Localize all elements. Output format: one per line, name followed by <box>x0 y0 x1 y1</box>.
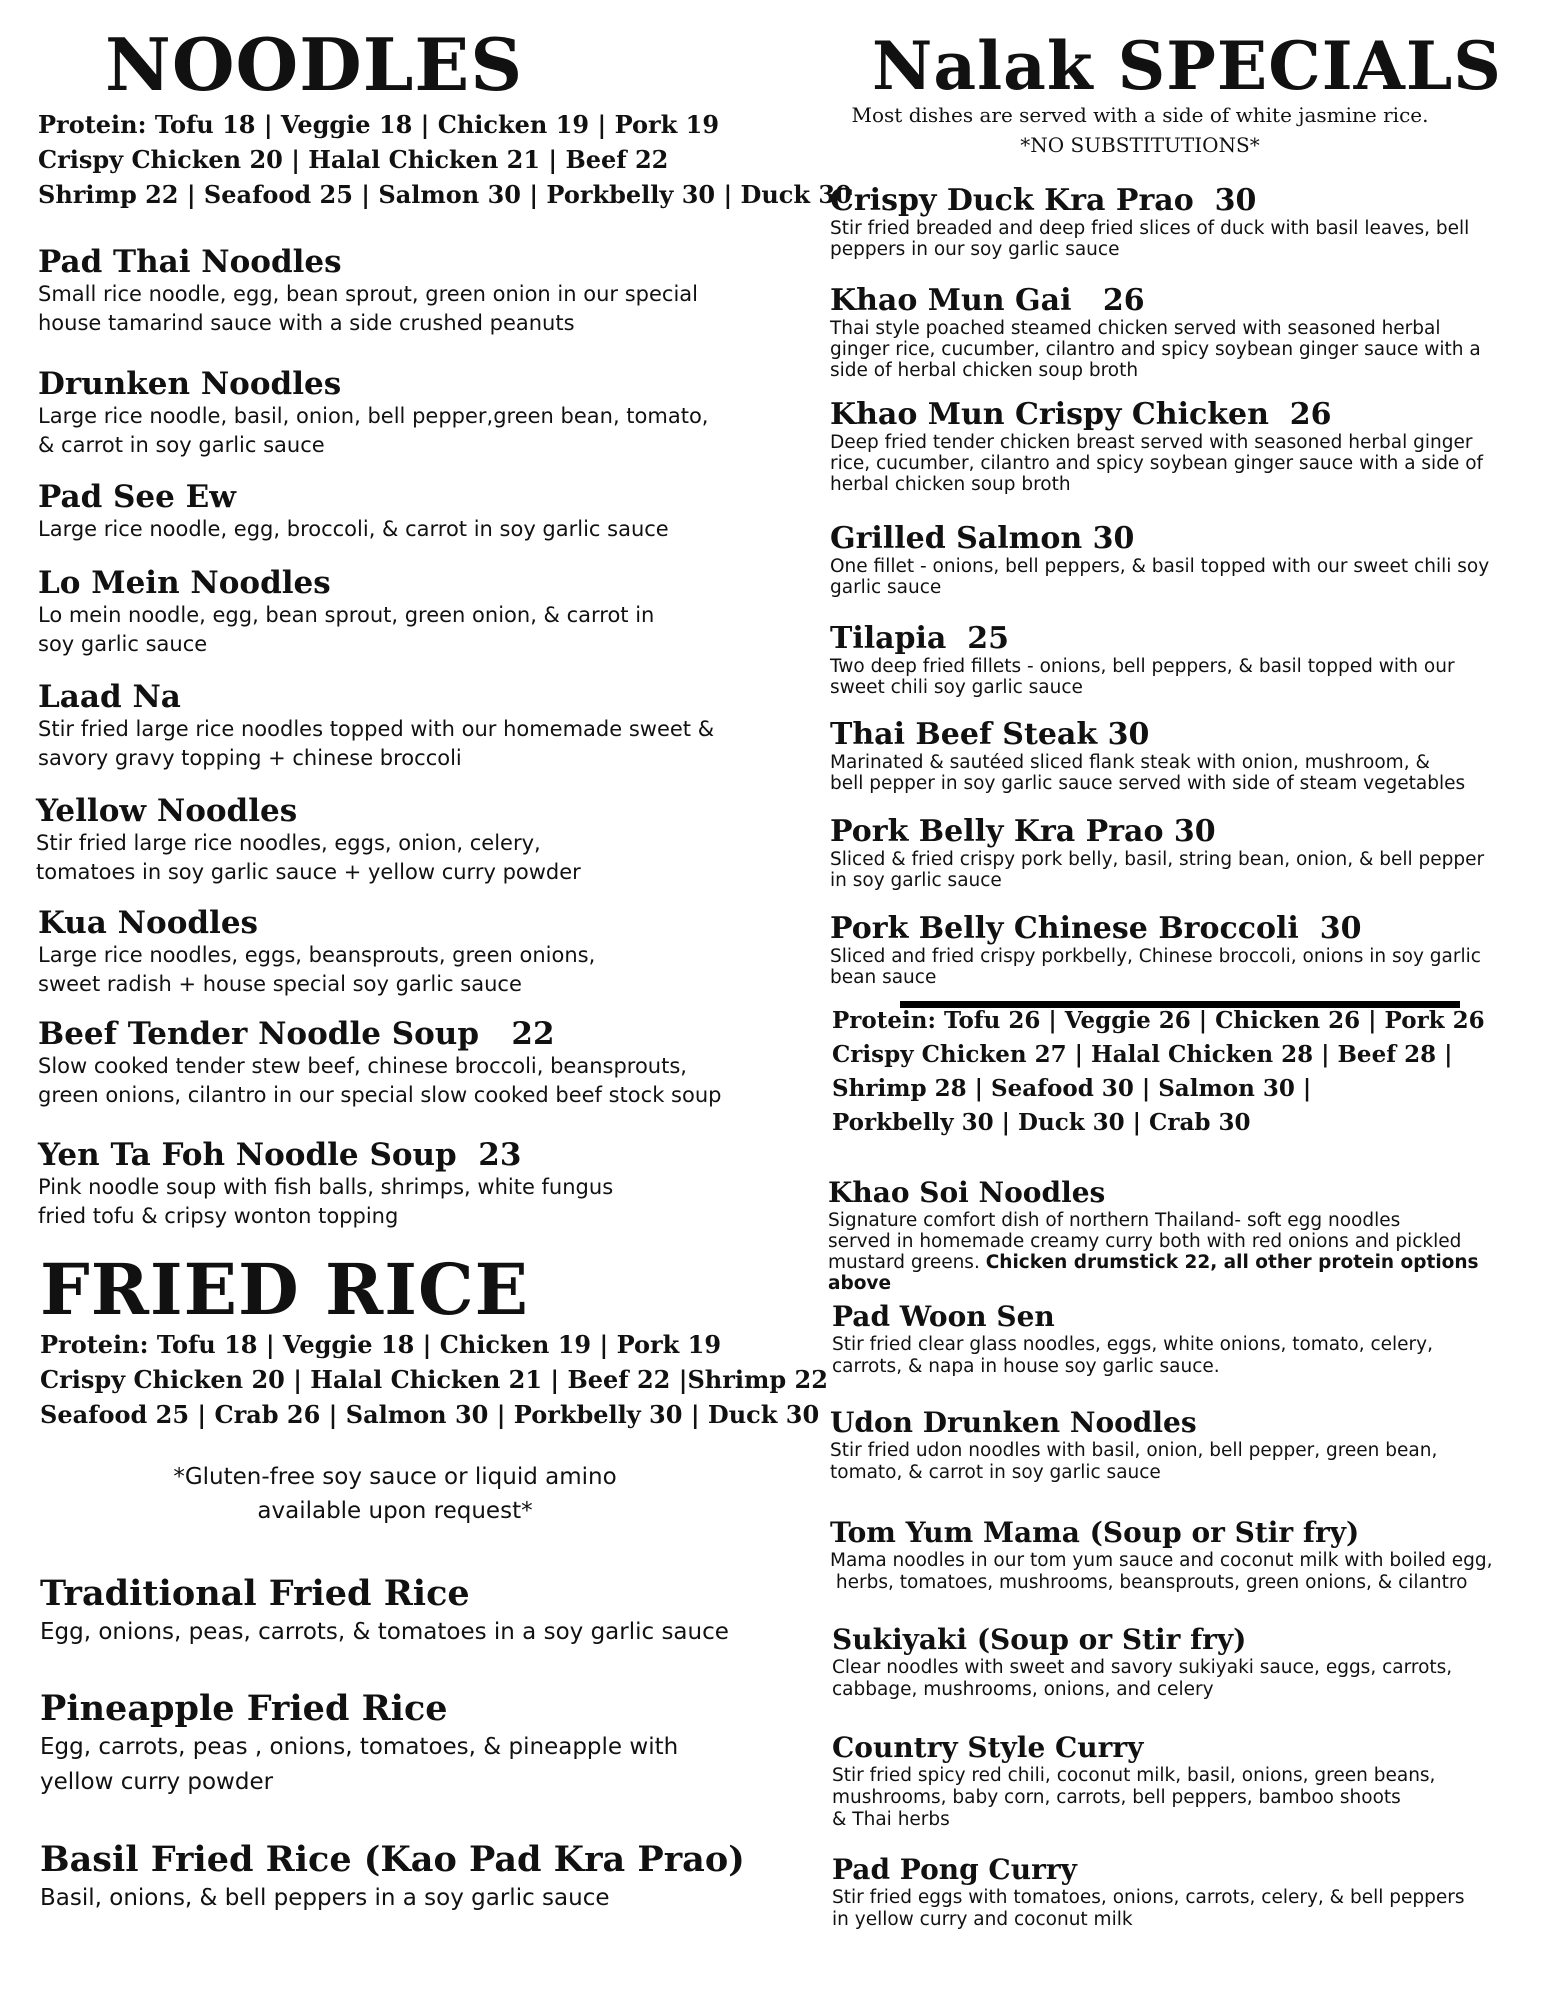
item-description: Clear noodles with sweet and savory sukiyaki sauce, eggs, carrots, cabbage, mushrooms, onions, and celery <box>832 1657 1453 1700</box>
note-line: available upon request* <box>257 1498 533 1524</box>
item-name: Pad See Ew <box>38 479 236 515</box>
menu-item-lo-mein <box>38 565 654 659</box>
protein-line: Crispy Chicken 20 | Halal Chicken 21 | Beef 22 <box>38 145 669 174</box>
item-description: Egg, onions, peas, carrots, & tomatoes in a soy garlic sauce <box>40 1619 729 1645</box>
item-description: Stir fried eggs with tomatoes, onions, carrots, celery, & bell peppers in yellow curry and coconut milk <box>832 1887 1465 1930</box>
item-name: Khao Mun Crispy Chicken 26 <box>830 397 1332 432</box>
item-description: One fillet - onions, bell peppers, & basil topped with our sweet chili soy garlic sauce <box>830 556 1490 598</box>
special-pork-belly-chinese-broccoli <box>830 912 1481 988</box>
special-country-style-curry <box>832 1731 1435 1831</box>
item-description: Large rice noodle, egg, broccoli, & carrot in soy garlic sauce <box>38 517 669 541</box>
item-description: Stir fried large rice noodles, eggs, onion, celery, tomatoes in soy garlic sauce + yellow curry powder <box>36 831 581 884</box>
special-pad-pong-curry <box>832 1853 1465 1931</box>
menu-item-laad-na <box>38 679 714 773</box>
item-description: Egg, carrots, peas , onions, tomatoes, & pineapple with yellow curry powder <box>40 1734 679 1795</box>
item-description: Stir fried large rice noodles topped with our homemade sweet & savory gravy topping + chinese broccoli <box>38 717 715 770</box>
special-pork-belly-kra-prao <box>830 815 1484 891</box>
gluten-free-note <box>40 1460 750 1528</box>
menu-item-pad-thai <box>38 244 698 338</box>
item-name: Pork Belly Kra Prao 30 <box>830 814 1216 849</box>
special-crispy-duck <box>830 184 1469 260</box>
specials-title: Nalak SPECIALS <box>872 27 1502 105</box>
item-description: Stir fried breaded and deep fried slices of duck with basil leaves, bell peppers in our soy garlic sauce <box>830 218 1470 260</box>
item-name: Khao Soi Noodles <box>828 1176 1106 1209</box>
noodles-protein-prices <box>38 107 852 212</box>
item-name: Khao Mun Gai 26 <box>830 283 1145 318</box>
menu-item-drunken-noodles <box>38 366 708 460</box>
item-description: Stir fried udon noodles with basil, onion, bell pepper, green bean, tomato, & carrot in soy garlic sauce <box>830 1440 1438 1483</box>
item-description: Marinated & sautéed sliced flank steak with onion, mushroom, & bell pepper in soy garlic sauce served with side of steam vegetables <box>830 752 1466 794</box>
item-description: Two deep fried fillets - onions, bell peppers, & basil topped with our sweet chili soy garlic sauce <box>830 656 1455 698</box>
protein-line: Shrimp 28 | Seafood 30 | Salmon 30 | <box>832 1075 1312 1102</box>
item-name: Udon Drunken Noodles <box>830 1406 1197 1439</box>
protein-line: Crispy Chicken 27 | Halal Chicken 28 | Beef 28 | <box>832 1041 1453 1068</box>
protein-line: Protein: Tofu 18 | Veggie 18 | Chicken 19 | Pork 19 <box>40 1330 722 1359</box>
item-description: Sliced and fried crispy porkbelly, Chinese broccoli, onions in soy garlic bean sauce <box>830 946 1481 988</box>
item-description: Sliced & fried crispy pork belly, basil, string bean, onion, & bell pepper in soy garlic sauce <box>830 849 1485 891</box>
item-name: Beef Tender Noodle Soup 22 <box>38 1016 555 1052</box>
menu-item-traditional-fried-rice <box>40 1573 729 1649</box>
item-description: Mama noodles in our tom yum sauce and coconut milk with boiled egg, herbs, tomatoes, mushrooms, beansprouts, green onions, & cilantro <box>830 1550 1493 1593</box>
item-name: Yellow Noodles <box>36 793 298 829</box>
protein-line: Protein: Tofu 18 | Veggie 18 | Chicken 19 | Pork 19 <box>38 110 720 139</box>
special-khao-mun-crispy-chicken <box>830 398 1483 495</box>
item-description: Thai style poached steamed chicken served with seasoned herbal ginger rice, cucumber, cilantro and spicy soybean ginger sauce with a side of herbal chicken soup broth <box>830 318 1481 381</box>
item-name: Pad Pong Curry <box>832 1853 1077 1886</box>
item-description: Stir fried spicy red chili, coconut milk, basil, onions, green beans, mushrooms, baby corn, carrots, bell peppers, bamboo shoots & Thai herbs <box>832 1765 1436 1830</box>
special-sukiyaki <box>832 1623 1452 1701</box>
item-name: Yen Ta Foh Noodle Soup 23 <box>38 1137 522 1173</box>
specials-subtitle <box>840 100 1440 160</box>
item-description: Large rice noodle, basil, onion, bell pepper,green bean, tomato, & carrot in soy garlic sauce <box>38 404 709 457</box>
subtitle-line: *NO SUBSTITUTIONS* <box>1020 133 1260 157</box>
fried-rice-title: FRIED RICE <box>40 1248 530 1331</box>
item-name: Lo Mein Noodles <box>38 565 331 601</box>
menu-item-basil-fried-rice <box>40 1839 745 1915</box>
item-description: Pink noodle soup with fish balls, shrimps, white fungus fried tofu & cripsy wonton topping <box>38 1175 614 1228</box>
protein-line: Protein: Tofu 26 | Veggie 26 | Chicken 26 | Pork 26 <box>832 1007 1485 1034</box>
special-khao-mun-gai <box>830 284 1481 381</box>
item-name: Pad Thai Noodles <box>38 244 342 280</box>
protein-line: Seafood 25 | Crab 26 | Salmon 30 | Porkbelly 30 | Duck 30 <box>40 1400 820 1429</box>
menu-item-kua-noodles <box>38 905 595 999</box>
item-name: Thai Beef Steak 30 <box>830 717 1150 752</box>
item-name: Laad Na <box>38 679 181 715</box>
item-name: Pineapple Fried Rice <box>40 1688 448 1729</box>
noodles-title: NOODLES <box>105 22 524 107</box>
item-name: Kua Noodles <box>38 905 258 941</box>
note-line: *Gluten-free soy sauce or liquid amino <box>173 1464 617 1490</box>
item-name: Traditional Fried Rice <box>40 1573 470 1614</box>
item-name: Sukiyaki (Soup or Stir fry) <box>832 1623 1247 1656</box>
special-tilapia <box>830 622 1455 698</box>
specials-protein-prices <box>832 1004 1485 1140</box>
item-description: Signature comfort dish of northern Thailand- soft egg noodles served in homemade creamy curry both with red onions and pickled mustard greens. <box>828 1210 1462 1273</box>
item-description: Basil, onions, & bell peppers in a soy garlic sauce <box>40 1885 610 1911</box>
item-description: Large rice noodles, eggs, beansprouts, green onions, sweet radish + house special soy garlic sauce <box>38 943 596 996</box>
menu-item-pad-see-ew <box>38 479 669 544</box>
menu-item-yellow-noodles <box>36 793 581 887</box>
menu-item-beef-tender-soup <box>38 1016 721 1110</box>
protein-line: Shrimp 22 | Seafood 25 | Salmon 30 | Porkbelly 30 | Duck 30 <box>38 180 852 209</box>
protein-line: Crispy Chicken 20 | Halal Chicken 21 | Beef 22 |Shrimp 22 <box>40 1365 828 1394</box>
item-description-bold: Chicken drumstick 22, all other protein options above <box>828 1252 1479 1294</box>
item-name: Tilapia 25 <box>830 621 1010 656</box>
fried-rice-protein-prices <box>40 1327 828 1432</box>
item-name: Basil Fried Rice (Kao Pad Kra Prao) <box>40 1839 745 1880</box>
special-khao-soi <box>828 1176 1543 1294</box>
special-grilled-salmon <box>830 522 1489 598</box>
item-description: Small rice noodle, egg, bean sprout, green onion in our special house tamarind sauce with a side crushed peanuts <box>38 282 698 335</box>
item-name: Tom Yum Mama (Soup or Stir fry) <box>830 1516 1360 1549</box>
item-name: Crispy Duck Kra Prao 30 <box>830 183 1257 218</box>
special-thai-beef-steak <box>830 718 1465 794</box>
item-description: Lo mein noodle, egg, bean sprout, green onion, & carrot in soy garlic sauce <box>38 603 655 656</box>
item-description: Deep fried tender chicken breast served with seasoned herbal ginger rice, cucumber, cilantro and spicy soybean ginger sauce with a side of herbal chicken soup broth <box>830 432 1484 495</box>
protein-line: Porkbelly 30 | Duck 30 | Crab 30 <box>832 1109 1251 1136</box>
special-tom-yum-mama <box>830 1516 1493 1594</box>
menu-item-pineapple-fried-rice <box>40 1688 678 1800</box>
item-name: Drunken Noodles <box>38 366 342 402</box>
item-name: Grilled Salmon 30 <box>830 521 1135 556</box>
item-name: Pad Woon Sen <box>832 1300 1055 1333</box>
item-description: Slow cooked tender stew beef, chinese broccoli, beansprouts, green onions, cilantro in our special slow cooked beef stock soup <box>38 1054 722 1107</box>
item-name: Country Style Curry <box>832 1731 1144 1764</box>
item-description: Stir fried clear glass noodles, eggs, white onions, tomato, celery, carrots, & napa in house soy garlic sauce. <box>832 1334 1433 1377</box>
subtitle-line: Most dishes are served with a side of white jasmine rice. <box>851 103 1429 127</box>
special-udon-drunken <box>830 1406 1437 1484</box>
item-name: Pork Belly Chinese Broccoli 30 <box>830 911 1362 946</box>
menu-item-yen-ta-foh <box>38 1137 613 1231</box>
special-pad-woon-sen <box>832 1300 1433 1378</box>
